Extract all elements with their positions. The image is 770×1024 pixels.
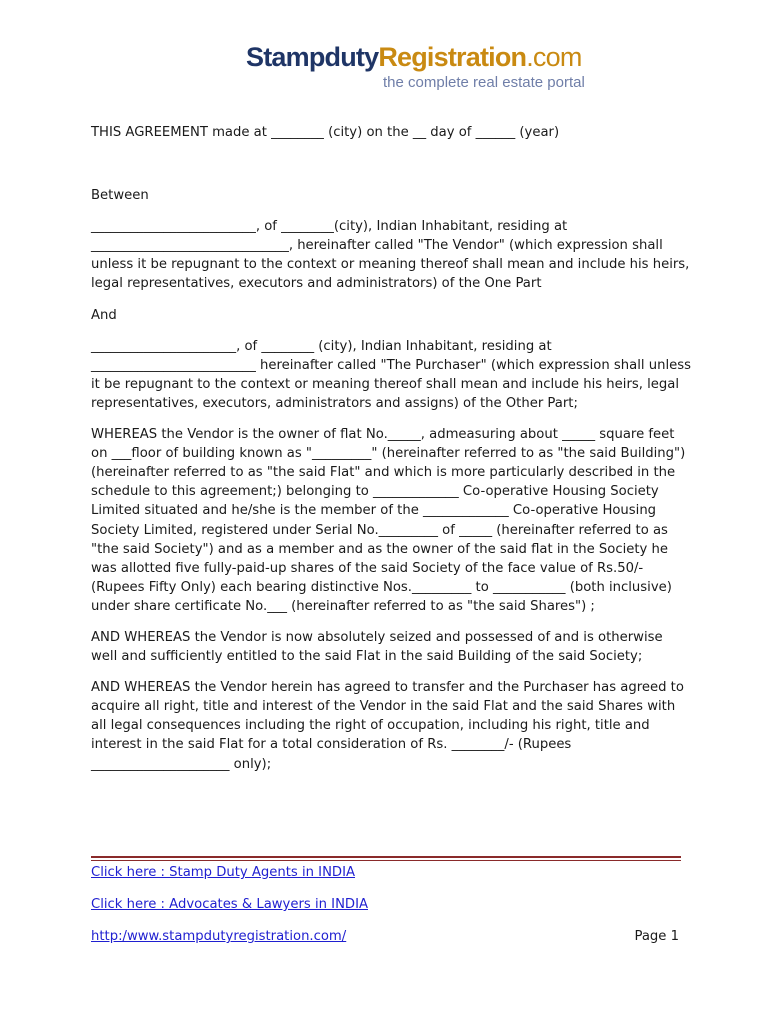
agreement-body xyxy=(91,123,691,774)
agreement-heading: THIS AGREEMENT made at ________ (city) on the __ day of ______ (year) xyxy=(91,125,560,140)
page-number: Page 1 xyxy=(634,929,679,944)
logo-tagline: the complete real estate portal xyxy=(383,74,585,91)
and-label: And xyxy=(91,307,117,323)
footer-divider-thin xyxy=(91,860,681,861)
website-url-link[interactable]: http:/www.stampdutyregistration.com/ xyxy=(91,929,347,944)
whereas-flat-paragraph: WHEREAS the Vendor is the owner of flat No._____, admeasuring about _____ square feet on ___floor of building known as "_________" (hereinafter referred to as "the said Building") (hereinafter referred to as "the said Flat" and which is more particularly described in the schedule to this agreement;) belonging to _____________ Co-operative Housing Society Limited situated and he/she is the member of the _____________ Co-operative Housing Society Limited, registered under Serial No._________ of _____ (hereinafter referred to as "the said Society") and as a member and as the owner of the said flat in the Society he was allotted five fully-paid-up shares of the said Society of the face value of Rs.50/- (Rupees Fifty Only) each bearing distinctive Nos._________ to ___________ (both inclusive) under share certificate No.___ (hereinafter referred to as "the said Shares") ; xyxy=(91,427,686,614)
stamp-duty-agents-link[interactable]: Click here : Stamp Duty Agents in INDIA xyxy=(91,865,356,880)
whereas-transfer-paragraph: AND WHEREAS the Vendor herein has agreed to transfer and the Purchaser has agreed to acquire all right, title and interest of the Vendor in the said Flat and the said Shares with all legal consequences including the right of occupation, including his right, title and interest in the said Flat for a total consideration of Rs. ________/- (Rupees _____________________ only); xyxy=(91,680,684,772)
logo-wordmark xyxy=(246,42,606,72)
footer-divider xyxy=(91,856,681,858)
between-label: Between xyxy=(91,188,149,204)
logo-part-stampduty: Stampduty xyxy=(246,42,379,72)
whereas-seized-paragraph: AND WHEREAS the Vendor is now absolutely seized and possessed of and is otherwise well and sufficiently entitled to the said Flat in the said Building of the said Society; xyxy=(91,629,663,665)
vendor-paragraph: _________________________, of ________(city), Indian Inhabitant, residing at ______________________________, hereinafter called "The Vendor" (which expression shall unless it be repugnant to the context or meaning thereof shall mean and include his heirs, legal representatives, executors and administrators) of the One Part xyxy=(91,219,690,292)
advocates-lawyers-link[interactable]: Click here : Advocates & Lawyers in INDIA xyxy=(91,897,368,912)
site-logo xyxy=(246,42,606,98)
logo-part-com: .com xyxy=(526,42,582,72)
logo-part-registration: Registration xyxy=(378,42,527,72)
purchaser-paragraph: ______________________, of ________ (city), Indian Inhabitant, residing at _________________________ hereinafter called "The Purchaser" (which expression shall unless it be repugnant to the context or meaning thereof shall mean and include his heirs, legal representatives, executors, administrators and assigns) of the Other Part; xyxy=(91,338,691,411)
